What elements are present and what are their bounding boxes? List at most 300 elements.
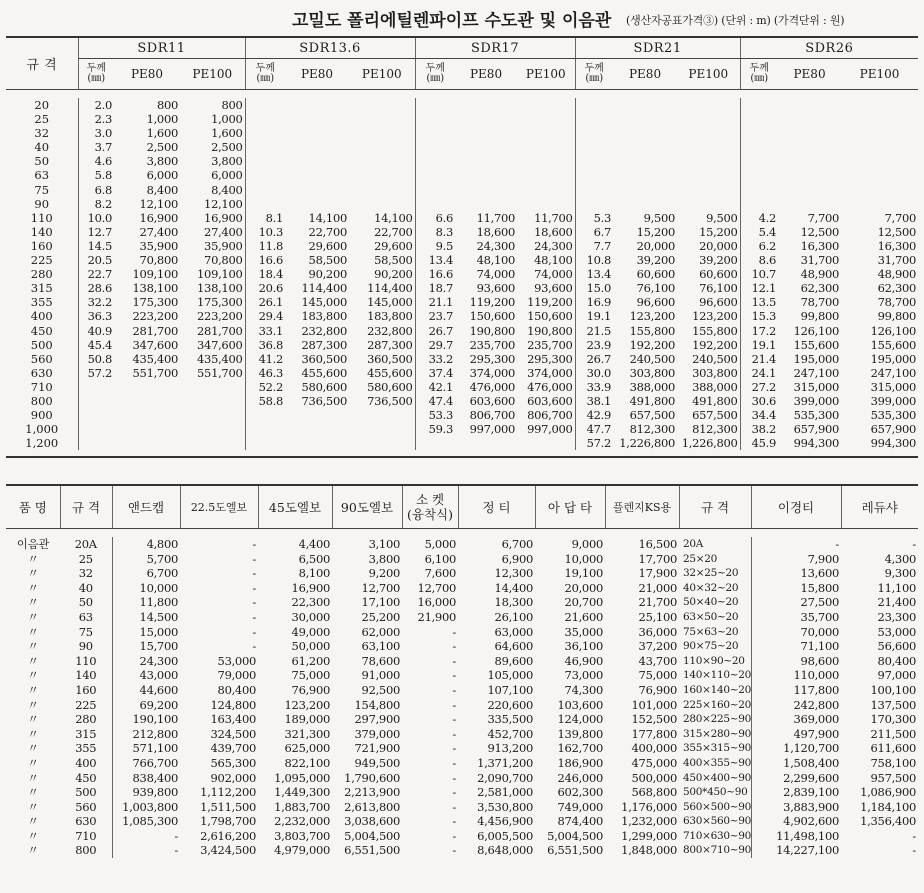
pe80-cell: 315,000 bbox=[793, 379, 840, 394]
tee-cell: 6,005,500 bbox=[477, 828, 533, 843]
pe80-cell: 24,300 bbox=[476, 238, 516, 253]
pe100-cell: 9,500 bbox=[706, 210, 738, 225]
size-cell: 225 bbox=[75, 697, 97, 712]
reducing-tee-cell: 1,508,400 bbox=[751, 756, 841, 771]
thickness-cell: 16.6 bbox=[415, 267, 455, 281]
thickness-cell bbox=[245, 422, 285, 436]
table-row bbox=[6, 843, 918, 858]
pe80-cell: 3,800 bbox=[146, 154, 178, 169]
end-cap-cell: 11,800 bbox=[112, 595, 180, 610]
thickness-cell: 20.5 bbox=[78, 253, 114, 267]
thickness-cell: 45.9 bbox=[740, 436, 778, 450]
item-name-cell: 〃 bbox=[27, 814, 39, 829]
pe100-cell: 223,200 bbox=[197, 309, 243, 324]
flange-cell: 76,900 bbox=[638, 682, 677, 697]
pipe-body bbox=[6, 90, 918, 458]
table-row bbox=[6, 683, 918, 698]
table-row bbox=[6, 408, 918, 422]
flange-cell: 568,800 bbox=[631, 785, 677, 800]
elbow-45-cell: 49,000 bbox=[291, 624, 330, 639]
reducing-tee-cell: 3,883,900 bbox=[751, 800, 841, 815]
socket-cell: 16,000 bbox=[417, 595, 456, 610]
size-cell: 710 bbox=[75, 828, 97, 843]
elbow-22-cell: 163,400 bbox=[210, 712, 256, 727]
size2-cell: 710×630~90 bbox=[683, 829, 752, 842]
elbow-22-cell: - bbox=[252, 580, 256, 595]
elbow-22-cell: 53,000 bbox=[217, 653, 256, 668]
spacer-cell bbox=[6, 529, 918, 538]
reducer-cell: 1,184,100 bbox=[860, 799, 916, 814]
item-name-cell: 〃 bbox=[27, 697, 39, 712]
reducer-cell: 1,356,400 bbox=[860, 814, 916, 829]
adapter-cell: 186,900 bbox=[557, 755, 603, 770]
size2-cell: 63×50~20 bbox=[683, 610, 739, 623]
table-row bbox=[6, 741, 918, 756]
flange-cell: 101,000 bbox=[631, 697, 677, 712]
adapter-cell: 19,100 bbox=[564, 566, 603, 581]
pe80-header: PE80 bbox=[114, 59, 180, 90]
end-cap-header: 앤드캡 bbox=[112, 485, 180, 529]
pe80-cell: 39,200 bbox=[636, 253, 676, 268]
thickness-cell: 33.9 bbox=[575, 380, 613, 394]
elbow-22-cell: 1,112,200 bbox=[200, 785, 256, 800]
thickness-cell bbox=[245, 112, 285, 126]
size-cell: 90 bbox=[78, 639, 93, 654]
size-cell: 75 bbox=[34, 182, 50, 197]
elbow-45-cell: 30,000 bbox=[291, 609, 330, 624]
thickness-cell bbox=[740, 140, 778, 154]
pe80-cell: 16,300 bbox=[800, 238, 840, 253]
elbow-22-cell: - bbox=[252, 624, 256, 639]
elbow-45-cell: 4,400 bbox=[298, 537, 330, 551]
thickness-cell: 50.8 bbox=[78, 352, 114, 366]
size-cell: 40 bbox=[34, 140, 50, 155]
pe100-cell bbox=[841, 140, 918, 154]
reducing-tee-cell: 7,900 bbox=[751, 552, 841, 567]
socket-cell: 6,100 bbox=[424, 551, 456, 566]
pe100-cell: 235,700 bbox=[527, 337, 573, 352]
thickness-cell bbox=[740, 183, 778, 197]
pe80-cell: 287,300 bbox=[301, 337, 347, 352]
pe80-cell: 12,500 bbox=[800, 224, 840, 239]
pe80-header: PE80 bbox=[778, 59, 841, 90]
item-name-cell: 〃 bbox=[27, 726, 39, 741]
thickness-cell bbox=[740, 98, 778, 112]
pe100-cell: 580,600 bbox=[367, 379, 413, 394]
size-cell: 710 bbox=[30, 379, 53, 394]
size-cell: 400 bbox=[30, 309, 53, 324]
pipe-price-table bbox=[6, 36, 918, 458]
pe80-cell: 22,700 bbox=[308, 224, 347, 239]
thickness-cell: 22.7 bbox=[78, 267, 114, 281]
thickness-cell: 8.6 bbox=[740, 253, 778, 267]
thickness-cell: 27.2 bbox=[740, 380, 778, 394]
thickness-cell: 33.2 bbox=[415, 352, 455, 366]
pe80-cell: 109,100 bbox=[132, 267, 178, 282]
pe100-cell bbox=[677, 140, 740, 154]
pe80-cell: 58,500 bbox=[308, 253, 347, 268]
pe100-cell: 7,700 bbox=[884, 210, 917, 225]
tee-cell: 12,300 bbox=[494, 566, 533, 581]
table-row bbox=[6, 98, 918, 112]
pe100-cell: 60,600 bbox=[699, 267, 738, 282]
pe80-cell bbox=[455, 436, 517, 450]
thickness-label: 두께 bbox=[255, 63, 275, 74]
thickness-header bbox=[740, 59, 778, 90]
socket-type-label: (융착식) bbox=[407, 507, 453, 522]
pe80-cell: 1,226,800 bbox=[619, 436, 676, 451]
thickness-cell bbox=[415, 154, 455, 168]
thickness-cell bbox=[78, 436, 114, 450]
tee-cell: 6,900 bbox=[501, 551, 533, 566]
pe100-cell bbox=[677, 197, 740, 211]
group-header: SDR11 bbox=[78, 37, 245, 59]
pe80-cell bbox=[285, 408, 349, 422]
adapter-cell: 21,600 bbox=[564, 609, 603, 624]
table-row bbox=[6, 800, 918, 815]
pe80-cell bbox=[455, 126, 517, 140]
thickness-cell bbox=[740, 126, 778, 140]
end-cap-cell: - bbox=[112, 843, 180, 858]
size-cell: 20A bbox=[74, 537, 97, 551]
pe100-cell: 997,000 bbox=[527, 422, 573, 437]
elbow-90-cell: 78,600 bbox=[361, 653, 400, 668]
pe100-cell: 119,200 bbox=[527, 295, 573, 310]
reducing-tee-cell: 13,600 bbox=[751, 566, 841, 581]
item-name-cell: 〃 bbox=[27, 755, 39, 770]
pe100-header: PE100 bbox=[180, 59, 245, 90]
reducer-cell: 4,300 bbox=[884, 551, 916, 566]
elbow-90-cell: 63,100 bbox=[361, 639, 400, 654]
table-row bbox=[6, 698, 918, 713]
table-row bbox=[6, 654, 918, 669]
thickness-cell: 29.7 bbox=[415, 338, 455, 352]
pe80-cell bbox=[114, 394, 180, 408]
pe100-cell: 812,300 bbox=[692, 422, 738, 437]
elbow-45-cell: 50,000 bbox=[291, 639, 330, 654]
thickness-cell: 5.3 bbox=[575, 211, 613, 225]
pe100-header: PE100 bbox=[841, 59, 918, 90]
pe80-cell: 657,500 bbox=[629, 408, 676, 423]
reducer-cell: - bbox=[912, 843, 916, 858]
thickness-header bbox=[78, 59, 114, 90]
pe80-cell: 74,000 bbox=[476, 267, 516, 282]
item-name-cell: 〃 bbox=[27, 595, 39, 610]
pe100-cell bbox=[841, 183, 918, 197]
flange-cell: 17,900 bbox=[638, 566, 677, 581]
thickness-cell: 3.7 bbox=[78, 140, 114, 154]
size-cell: 560 bbox=[30, 351, 53, 366]
unit-note: (생산자공표가격③) (단위 : m) (가격단위 : 원) bbox=[626, 14, 845, 27]
reducer-cell: 611,600 bbox=[870, 741, 916, 756]
elbow-22-cell: - bbox=[252, 595, 256, 610]
reducing-tee-cell: 369,000 bbox=[751, 712, 841, 727]
pe80-cell: 60,600 bbox=[636, 267, 676, 282]
thickness-cell bbox=[740, 112, 778, 126]
thickness-cell: 26.7 bbox=[415, 324, 455, 338]
socket-cell: - bbox=[452, 741, 456, 756]
pe100-cell bbox=[517, 126, 575, 140]
item-name-cell: 〃 bbox=[27, 682, 39, 697]
pe80-cell: 48,100 bbox=[476, 253, 516, 268]
pe80-cell: 374,000 bbox=[469, 365, 516, 380]
pe100-cell: 287,300 bbox=[367, 337, 413, 352]
size-cell: 800 bbox=[30, 393, 53, 408]
pe80-cell: 7,700 bbox=[807, 210, 840, 225]
size2-cell: 90×75~20 bbox=[683, 640, 739, 653]
pe100-cell: 247,100 bbox=[870, 365, 917, 380]
adapter-cell: 10,000 bbox=[564, 551, 603, 566]
table-row bbox=[6, 394, 918, 408]
table-row bbox=[6, 668, 918, 683]
pe100-cell bbox=[349, 197, 415, 211]
reducing-tee-header: 이경티 bbox=[751, 485, 841, 529]
size2-cell: 280×225~90 bbox=[683, 713, 752, 726]
thickness-header bbox=[415, 59, 455, 90]
table-row bbox=[6, 324, 918, 338]
elbow-90-cell: 3,100 bbox=[368, 537, 400, 551]
spacer-row bbox=[6, 529, 918, 538]
thickness-cell bbox=[415, 183, 455, 197]
pe100-cell: 18,600 bbox=[534, 224, 573, 239]
table-row bbox=[6, 422, 918, 436]
pe100-cell: 736,500 bbox=[367, 393, 413, 408]
pe80-cell: 399,000 bbox=[793, 393, 840, 408]
pe100-cell: 123,200 bbox=[692, 309, 738, 324]
pe100-cell: 31,700 bbox=[877, 253, 917, 268]
page-header bbox=[0, 6, 924, 32]
elbow-45-cell: 4,979,000 bbox=[274, 843, 330, 858]
item-name-cell: 〃 bbox=[27, 799, 39, 814]
table-row bbox=[6, 168, 918, 182]
elbow-90-cell: 62,000 bbox=[361, 624, 400, 639]
size-cell: 280 bbox=[30, 267, 53, 282]
thickness-cell bbox=[740, 168, 778, 182]
pe80-cell: 994,300 bbox=[793, 436, 840, 451]
elbow-45-cell: 61,200 bbox=[291, 653, 330, 668]
thickness-cell bbox=[78, 394, 114, 408]
elbow-90-cell: 12,700 bbox=[361, 580, 400, 595]
pe100-cell: 551,700 bbox=[197, 365, 243, 380]
pe80-cell bbox=[455, 98, 517, 112]
tee-cell: 63,000 bbox=[494, 624, 533, 639]
thickness-cell: 20.6 bbox=[245, 281, 285, 295]
size2-cell: 630×560~90 bbox=[683, 815, 752, 828]
elbow-45-cell: 625,000 bbox=[284, 741, 330, 756]
thickness-cell: 42.9 bbox=[575, 408, 613, 422]
thickness-cell: 21.4 bbox=[740, 352, 778, 366]
pe80-cell: 476,000 bbox=[469, 379, 516, 394]
flange-cell: 152,500 bbox=[631, 712, 677, 727]
socket-cell: - bbox=[452, 755, 456, 770]
tee-cell: 64,600 bbox=[494, 639, 533, 654]
size2-cell: 110×90~20 bbox=[683, 654, 745, 667]
size-cell: 400 bbox=[75, 755, 97, 770]
pe80-cell: 551,700 bbox=[132, 365, 178, 380]
thickness-cell: 26.1 bbox=[245, 295, 285, 309]
table-row bbox=[6, 727, 918, 742]
flange-cell: 1,232,000 bbox=[621, 814, 677, 829]
thickness-cell: 12.1 bbox=[740, 281, 778, 295]
pe100-cell: 240,500 bbox=[692, 351, 738, 366]
pe100-cell: 109,100 bbox=[197, 267, 243, 282]
pe80-cell: 388,000 bbox=[629, 379, 676, 394]
reducer-header: 레듀샤 bbox=[841, 485, 918, 529]
thickness-cell bbox=[245, 154, 285, 168]
thickness-cell bbox=[415, 140, 455, 154]
elbow-22-cell: 1,511,500 bbox=[200, 799, 256, 814]
table-row bbox=[6, 537, 918, 552]
pe80-cell: 800 bbox=[156, 98, 178, 112]
pe100-cell: 48,900 bbox=[877, 267, 917, 282]
pe100-cell: 1,226,800 bbox=[681, 436, 738, 451]
tee-cell: 8,648,000 bbox=[477, 843, 533, 858]
elbow-22-cell: 2,616,200 bbox=[200, 828, 256, 843]
thickness-cell: 8.1 bbox=[245, 211, 285, 225]
elbow-22-cell: 1,798,700 bbox=[200, 814, 256, 829]
thickness-cell: 38.2 bbox=[740, 422, 778, 436]
pe80-cell: 70,800 bbox=[139, 253, 178, 268]
size-cell: 800 bbox=[75, 843, 97, 858]
size-cell: 160 bbox=[30, 238, 53, 253]
flange-cell: 21,000 bbox=[638, 580, 677, 595]
pe100-cell: 138,100 bbox=[197, 281, 243, 296]
table-row bbox=[6, 309, 918, 323]
size-cell: 63 bbox=[78, 609, 93, 624]
thickness-cell: 23.9 bbox=[575, 338, 613, 352]
thickness-cell bbox=[245, 168, 285, 182]
size-cell: 500 bbox=[30, 337, 53, 352]
thickness-cell bbox=[575, 168, 613, 182]
pe100-cell: 800 bbox=[221, 98, 243, 112]
thickness-cell: 2.0 bbox=[78, 98, 114, 112]
table-row bbox=[6, 338, 918, 352]
size-cell: 32 bbox=[34, 126, 50, 141]
pe100-cell: 70,800 bbox=[204, 253, 243, 268]
pe80-cell: 123,200 bbox=[629, 309, 676, 324]
thickness-cell bbox=[245, 183, 285, 197]
pe80-cell: 192,200 bbox=[629, 337, 676, 352]
pe80-cell bbox=[778, 140, 841, 154]
pe80-cell: 190,800 bbox=[469, 323, 516, 338]
flange-cell: 16,500 bbox=[638, 537, 677, 551]
pe80-cell: 295,300 bbox=[469, 351, 516, 366]
size2-cell: 50×40~20 bbox=[683, 596, 739, 609]
pe100-cell: 155,600 bbox=[870, 337, 917, 352]
fitting-price-table bbox=[6, 484, 918, 858]
adapter-cell: 246,000 bbox=[557, 770, 603, 785]
elbow-45-header: 45도엘보 bbox=[258, 485, 332, 529]
thickness-cell: 2.3 bbox=[78, 112, 114, 126]
pe100-cell: 195,000 bbox=[870, 351, 917, 366]
table-row bbox=[6, 814, 918, 829]
adapter-cell: 749,000 bbox=[557, 799, 603, 814]
pe100-cell: 11,700 bbox=[534, 210, 573, 225]
pe80-cell: 455,600 bbox=[301, 365, 347, 380]
pe80-cell: 93,600 bbox=[476, 281, 516, 296]
pe100-cell bbox=[677, 112, 740, 126]
reducing-tee-cell: 35,700 bbox=[751, 610, 841, 625]
item-name-cell: 〃 bbox=[27, 609, 39, 624]
reducing-tee-cell: 11,498,100 bbox=[751, 829, 841, 844]
pe100-cell: 16,900 bbox=[204, 210, 243, 225]
table-row bbox=[6, 352, 918, 366]
elbow-90-cell: 3,038,600 bbox=[344, 814, 400, 829]
size-header: 규 격 bbox=[60, 485, 112, 529]
pe80-cell: 15,200 bbox=[636, 224, 676, 239]
reducer-cell: 53,000 bbox=[877, 624, 916, 639]
end-cap-cell: 43,000 bbox=[112, 668, 180, 683]
thickness-cell: 47.7 bbox=[575, 422, 613, 436]
size-cell: 900 bbox=[30, 408, 53, 423]
thickness-cell: 4.6 bbox=[78, 154, 114, 168]
flange-cell: 43,700 bbox=[638, 653, 677, 668]
pe80-cell bbox=[613, 197, 677, 211]
thickness-cell: 59.3 bbox=[415, 422, 455, 436]
thickness-cell: 10.0 bbox=[78, 211, 114, 225]
pe80-cell: 35,900 bbox=[139, 238, 178, 253]
tee-cell: 335,500 bbox=[487, 712, 533, 727]
pe80-cell: 119,200 bbox=[469, 295, 516, 310]
pe100-cell: 374,000 bbox=[527, 365, 573, 380]
thickness-cell bbox=[415, 126, 455, 140]
thickness-cell bbox=[575, 98, 613, 112]
socket-cell: 12,700 bbox=[417, 580, 456, 595]
socket-cell: - bbox=[452, 785, 456, 800]
pe80-header: PE80 bbox=[613, 59, 677, 90]
pe80-cell bbox=[455, 154, 517, 168]
thickness-cell: 23.7 bbox=[415, 309, 455, 323]
pe80-cell bbox=[285, 183, 349, 197]
size-cell: 140 bbox=[75, 668, 97, 683]
table-row bbox=[6, 366, 918, 380]
reducing-tee-cell: 98,600 bbox=[751, 654, 841, 669]
pe80-cell: 303,800 bbox=[629, 365, 676, 380]
pe100-cell: 3,800 bbox=[211, 154, 243, 169]
thickness-cell bbox=[245, 197, 285, 211]
end-cap-cell: 939,800 bbox=[112, 785, 180, 800]
pe100-cell: 145,000 bbox=[367, 295, 413, 310]
size-cell: 32 bbox=[78, 566, 93, 581]
table-row bbox=[6, 281, 918, 295]
pe100-cell bbox=[677, 126, 740, 140]
reducing-tee-cell: 27,500 bbox=[751, 595, 841, 610]
thickness-cell: 10.7 bbox=[740, 267, 778, 281]
thickness-cell bbox=[245, 126, 285, 140]
pe100-cell: 14,100 bbox=[374, 210, 413, 225]
pe80-cell bbox=[114, 380, 180, 394]
pe100-cell: 360,500 bbox=[367, 351, 413, 366]
thickness-cell bbox=[415, 197, 455, 211]
elbow-45-cell: 16,900 bbox=[291, 580, 330, 595]
pe80-cell: 603,600 bbox=[469, 393, 516, 408]
item-name-cell: 〃 bbox=[27, 639, 39, 654]
elbow-22-cell: 79,000 bbox=[217, 668, 256, 683]
pe100-cell: 295,300 bbox=[527, 351, 573, 366]
pe100-cell: 388,000 bbox=[692, 379, 738, 394]
reducer-cell: 957,500 bbox=[870, 770, 916, 785]
tee-cell: 14,400 bbox=[494, 580, 533, 595]
pe80-cell: 183,800 bbox=[301, 309, 347, 324]
thickness-cell bbox=[575, 183, 613, 197]
elbow-90-cell: 2,213,900 bbox=[344, 785, 400, 800]
pe100-cell bbox=[180, 380, 245, 394]
table-row bbox=[6, 625, 918, 640]
elbow-22-header: 22.5도엘보 bbox=[180, 485, 258, 529]
reducer-cell: 11,100 bbox=[877, 580, 916, 595]
size-cell: 1,000 bbox=[25, 422, 59, 437]
size-cell: 50 bbox=[34, 154, 50, 169]
